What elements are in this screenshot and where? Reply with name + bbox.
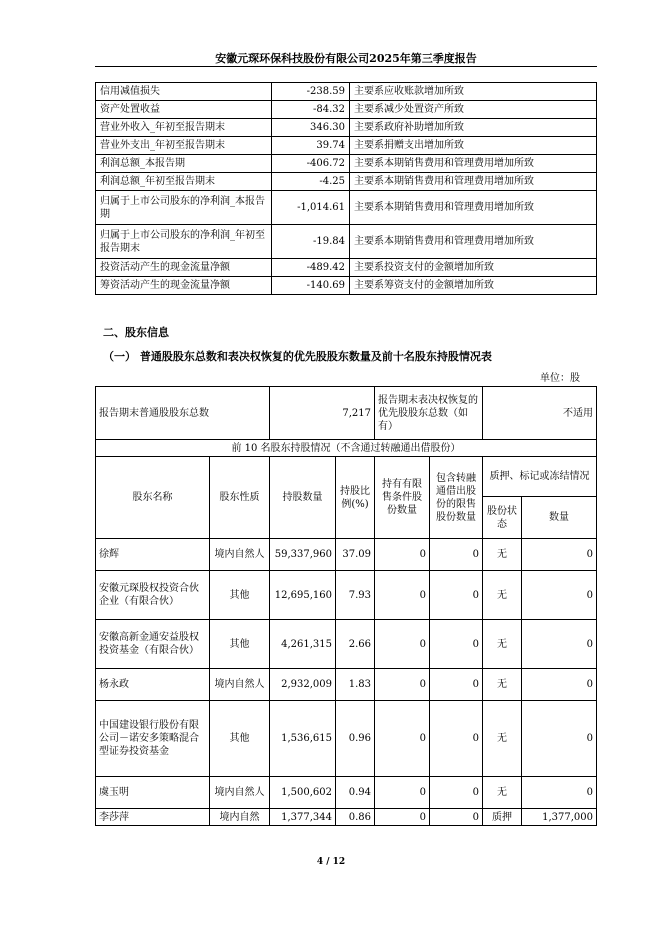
- value-cell: -19.84: [272, 225, 350, 259]
- shareholder-refinancing: 0: [430, 620, 483, 669]
- reason-cell: 主要系本期销售费用和管理费用增加所致: [350, 173, 597, 191]
- header-refinancing: 包含转融通借出股份的限售股份数量: [430, 457, 483, 539]
- header-divider: [95, 66, 597, 67]
- pledge-qty: 0: [522, 620, 597, 669]
- table-row: [96, 155, 597, 173]
- header-shares: 持股数量: [270, 457, 336, 539]
- shareholder-restricted: 0: [375, 620, 430, 669]
- reason-cell: 主要系政府补助增加所致: [350, 119, 597, 137]
- item-cell: 资产处置收益: [96, 101, 272, 119]
- shareholder-nature: 其他: [210, 571, 270, 620]
- pledge-status: 无: [483, 571, 522, 620]
- value-cell: -238.59: [272, 83, 350, 101]
- shareholder-shares: 2,932,009: [270, 669, 336, 701]
- shareholder-name: 杨永政: [96, 669, 210, 701]
- shareholder-nature: 境内自然: [210, 809, 270, 826]
- table-row: [96, 225, 597, 259]
- reason-cell: 主要系捐赠支出增加所致: [350, 137, 597, 155]
- pledge-qty: 0: [522, 539, 597, 571]
- table-row: [96, 83, 597, 101]
- header-ratio: 持股比例(%): [336, 457, 375, 539]
- shareholder-table: [95, 386, 597, 826]
- shareholder-shares: 1,377,344: [270, 809, 336, 826]
- header-row: [96, 457, 597, 497]
- shareholder-shares: 1,500,602: [270, 777, 336, 809]
- pledge-status: 无: [483, 539, 522, 571]
- table-row: [96, 539, 597, 571]
- summary-label: 报告期末普通股股东总数: [96, 387, 270, 440]
- top10-caption: 前 10 名股东持股情况（不含通过转融通出借股份）: [96, 440, 597, 457]
- shareholder-restricted: 0: [375, 571, 430, 620]
- shareholder-ratio: 0.94: [336, 777, 375, 809]
- shareholder-name: 虞玉明: [96, 777, 210, 809]
- pledge-status: 无: [483, 669, 522, 701]
- table-row: [96, 669, 597, 701]
- shareholder-refinancing: 0: [430, 669, 483, 701]
- item-cell: 信用减值损失: [96, 83, 272, 101]
- reason-cell: 主要系投资支付的金额增加所致: [350, 259, 597, 277]
- pledge-qty: 1,377,000: [522, 809, 597, 826]
- table-row: [96, 277, 597, 295]
- shareholder-ratio: 37.09: [336, 539, 375, 571]
- value-cell: -489.42: [272, 259, 350, 277]
- section-subtitle: （一） 普通股股东总数和表决权恢复的优先股股东数量及前十名股东持股情况表: [103, 350, 492, 363]
- section-title: 二、股东信息: [103, 326, 169, 339]
- shareholder-restricted: 0: [375, 701, 430, 777]
- shareholder-shares: 59,337,960: [270, 539, 336, 571]
- shareholder-restricted: 0: [375, 777, 430, 809]
- value-cell: 346.30: [272, 119, 350, 137]
- pref-label: 报告期末表决权恢复的优先股股东总数（如有）: [375, 387, 483, 440]
- shareholder-name: 安徽元琛股权投资合伙企业（有限合伙）: [96, 571, 210, 620]
- table-row: [96, 259, 597, 277]
- pledge-qty: 0: [522, 571, 597, 620]
- pledge-qty: 0: [522, 669, 597, 701]
- shareholder-ratio: 1.83: [336, 669, 375, 701]
- table-row: [96, 191, 597, 225]
- reason-cell: 主要系应收账款增加所致: [350, 83, 597, 101]
- table-row: [96, 119, 597, 137]
- shareholder-refinancing: 0: [430, 777, 483, 809]
- summary-value: 7,217: [270, 387, 375, 440]
- changes-table: [95, 82, 597, 295]
- shareholder-refinancing: 0: [430, 539, 483, 571]
- shareholder-shares: 1,536,615: [270, 701, 336, 777]
- table-row: [96, 173, 597, 191]
- table-row: [96, 701, 597, 777]
- shareholder-nature: 境内自然人: [210, 669, 270, 701]
- reason-cell: 主要系筹资支付的金额增加所致: [350, 277, 597, 295]
- pledge-status: 无: [483, 620, 522, 669]
- shareholder-shares: 12,695,160: [270, 571, 336, 620]
- shareholder-ratio: 7.93: [336, 571, 375, 620]
- shareholder-restricted: 0: [375, 539, 430, 571]
- item-cell: 营业外收入_年初至报告期末: [96, 119, 272, 137]
- shareholder-ratio: 0.96: [336, 701, 375, 777]
- value-cell: 39.74: [272, 137, 350, 155]
- pref-value: 不适用: [483, 387, 597, 440]
- shareholder-refinancing: 0: [430, 571, 483, 620]
- pledge-status: 无: [483, 777, 522, 809]
- table-row: [96, 137, 597, 155]
- shareholder-name: 中国建设银行股份有限公司－诺安多策略混合型证券投资基金: [96, 701, 210, 777]
- header-nature: 股东性质: [210, 457, 270, 539]
- value-cell: -4.25: [272, 173, 350, 191]
- shareholder-refinancing: 0: [430, 809, 483, 826]
- caption-row: [96, 440, 597, 457]
- value-cell: -84.32: [272, 101, 350, 119]
- table-row: [96, 571, 597, 620]
- item-cell: 利润总额_年初至报告期末: [96, 173, 272, 191]
- pledge-qty: 0: [522, 701, 597, 777]
- item-cell: 归属于上市公司股东的净利润_本报告期: [96, 191, 272, 225]
- shareholder-name: 李莎萍: [96, 809, 210, 826]
- reason-cell: 主要系本期销售费用和管理费用增加所致: [350, 191, 597, 225]
- item-cell: 利润总额_本报告期: [96, 155, 272, 173]
- pledge-status: 无: [483, 701, 522, 777]
- header-pledge: 质押、标记或冻结情况: [483, 457, 597, 497]
- shareholder-ratio: 2.66: [336, 620, 375, 669]
- shareholder-nature: 境内自然人: [210, 777, 270, 809]
- value-cell: -406.72: [272, 155, 350, 173]
- reason-cell: 主要系本期销售费用和管理费用增加所致: [350, 155, 597, 173]
- reason-cell: 主要系本期销售费用和管理费用增加所致: [350, 225, 597, 259]
- reason-cell: 主要系减少处置资产所致: [350, 101, 597, 119]
- unit-label: 单位：股: [540, 373, 580, 384]
- pledge-status: 质押: [483, 809, 522, 826]
- summary-row: [96, 387, 597, 440]
- item-cell: 营业外支出_年初至报告期末: [96, 137, 272, 155]
- page-header-title: 安徽元琛环保科技股份有限公司2025年第三季度报告: [215, 52, 477, 65]
- header-name: 股东名称: [96, 457, 210, 539]
- page-number: 4 / 12: [316, 857, 346, 867]
- item-cell: 归属于上市公司股东的净利润_年初至报告期末: [96, 225, 272, 259]
- table-row: [96, 101, 597, 119]
- shareholder-ratio: 0.86: [336, 809, 375, 826]
- shareholder-restricted: 0: [375, 669, 430, 701]
- table-row: [96, 809, 597, 826]
- pledge-qty: 0: [522, 777, 597, 809]
- shareholder-refinancing: 0: [430, 701, 483, 777]
- shareholder-shares: 4,261,315: [270, 620, 336, 669]
- header-pledge-qty: 数量: [522, 497, 597, 539]
- shareholder-nature: 境内自然人: [210, 539, 270, 571]
- shareholder-name: 安徽高新金通安益股权投资基金（有限合伙）: [96, 620, 210, 669]
- shareholder-restricted: 0: [375, 809, 430, 826]
- table-row: [96, 620, 597, 669]
- shareholder-nature: 其他: [210, 620, 270, 669]
- item-cell: 投资活动产生的现金流量净额: [96, 259, 272, 277]
- shareholder-nature: 其他: [210, 701, 270, 777]
- table-row: [96, 777, 597, 809]
- shareholder-name: 徐辉: [96, 539, 210, 571]
- item-cell: 筹资活动产生的现金流量净额: [96, 277, 272, 295]
- value-cell: -1,014.61: [272, 191, 350, 225]
- value-cell: -140.69: [272, 277, 350, 295]
- header-restricted: 持有有限售条件股份数量: [375, 457, 430, 539]
- header-pledge-status: 股份状态: [483, 497, 522, 539]
